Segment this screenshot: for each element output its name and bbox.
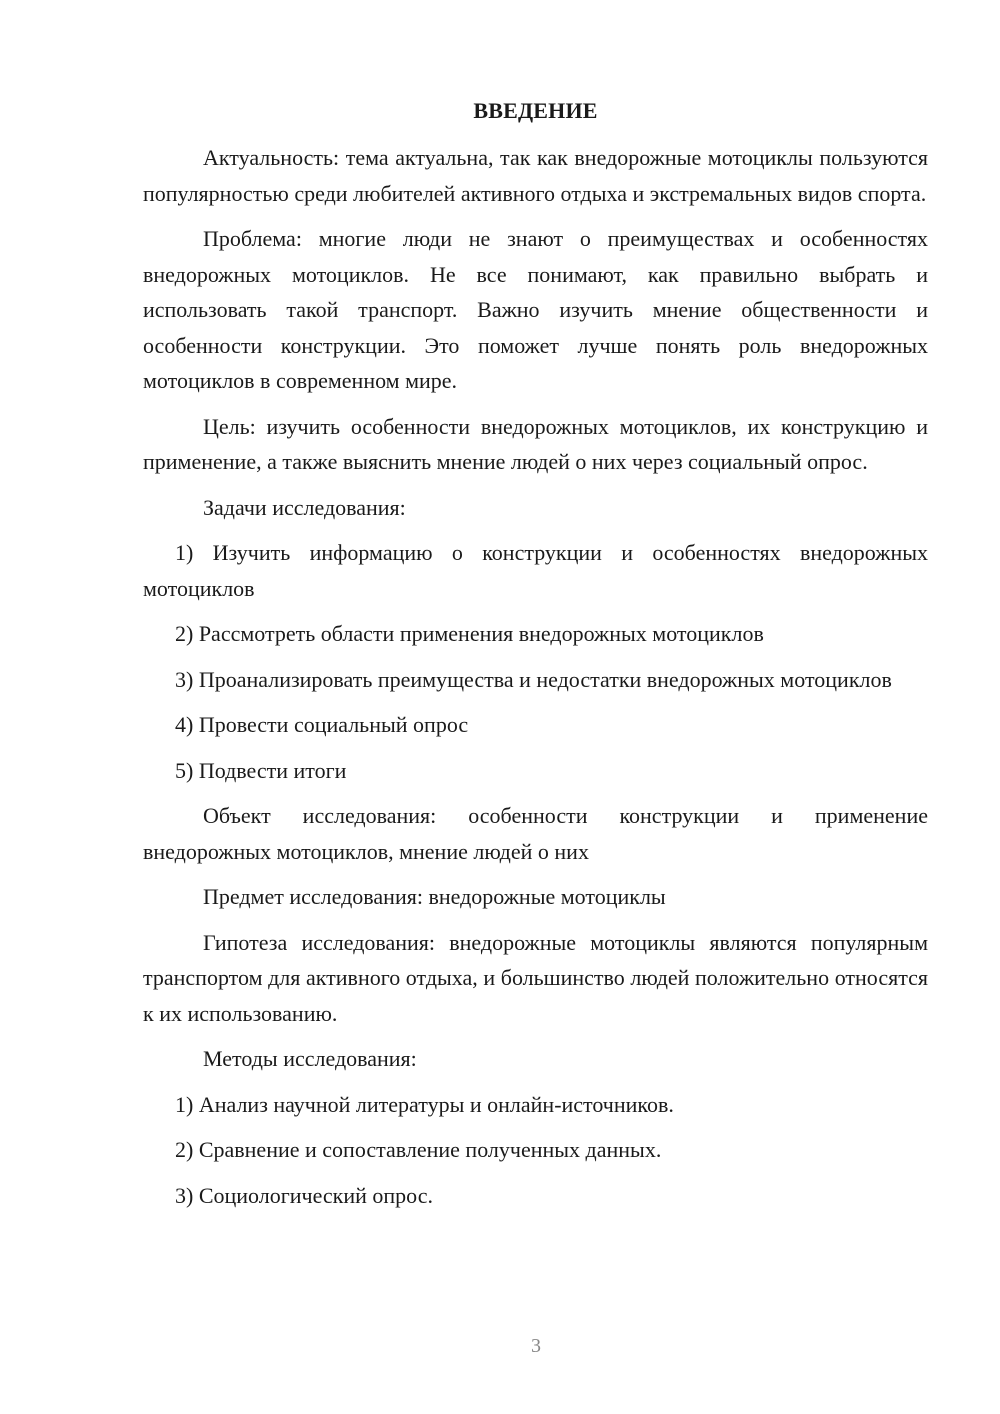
goal-paragraph: Цель: изучить особенности внедорожных мотоциклов, их конструкцию и применение, а также выяснить мнение людей о них через социальный опрос. bbox=[143, 413, 928, 474]
hypothesis-paragraph: Гипотеза исследования: внедорожные мотоциклы являются популярным транспортом для активного отдыха, и большинство людей положительно относятся к их использованию. bbox=[143, 929, 928, 1026]
task-item: 4) Провести социальный опрос bbox=[175, 712, 469, 737]
relevance-paragraph: Актуальность: тема актуальна, так как внедорожные мотоциклы пользуются популярностью среди любителей активного отдыха и экстремальных видов спорта. bbox=[143, 145, 928, 206]
document-title: ВВЕДЕНИЕ bbox=[473, 98, 598, 123]
method-item: 3) Социологический опрос. bbox=[175, 1182, 433, 1208]
document-page bbox=[143, 93, 928, 1223]
page-number: 3 bbox=[531, 1335, 541, 1357]
method-item: 1) Анализ научной литературы и онлайн-источников. bbox=[175, 1091, 674, 1117]
problem-paragraph: Проблема: многие люди не знают о преимуществах и особенностях внедорожных мотоциклов. Не все понимают, как правильно выбрать и использовать такой транспорт. Важно изучить мнение общественности и особенности конструкции. Это поможет лучше понять роль внедорожных мотоциклов в современном мире. bbox=[143, 226, 928, 393]
task-item: 3) Проанализировать преимущества и недостатки внедорожных мотоциклов bbox=[175, 666, 892, 692]
tasks-heading: Задачи исследования: bbox=[203, 494, 406, 520]
task-item: 1) Изучить информацию о конструкции и особенностях внедорожных мотоциклов bbox=[143, 540, 928, 601]
methods-heading: Методы исследования: bbox=[203, 1046, 417, 1071]
object-paragraph: Объект исследования: особенности конструкции и применение внедорожных мотоциклов, мнение людей о них bbox=[143, 803, 928, 864]
task-item: 2) Рассмотреть области применения внедорожных мотоциклов bbox=[175, 621, 764, 646]
method-item: 2) Сравнение и сопоставление полученных данных. bbox=[175, 1137, 662, 1162]
task-item: 5) Подвести итоги bbox=[175, 757, 347, 783]
subject-paragraph: Предмет исследования: внедорожные мотоциклы bbox=[203, 884, 666, 909]
